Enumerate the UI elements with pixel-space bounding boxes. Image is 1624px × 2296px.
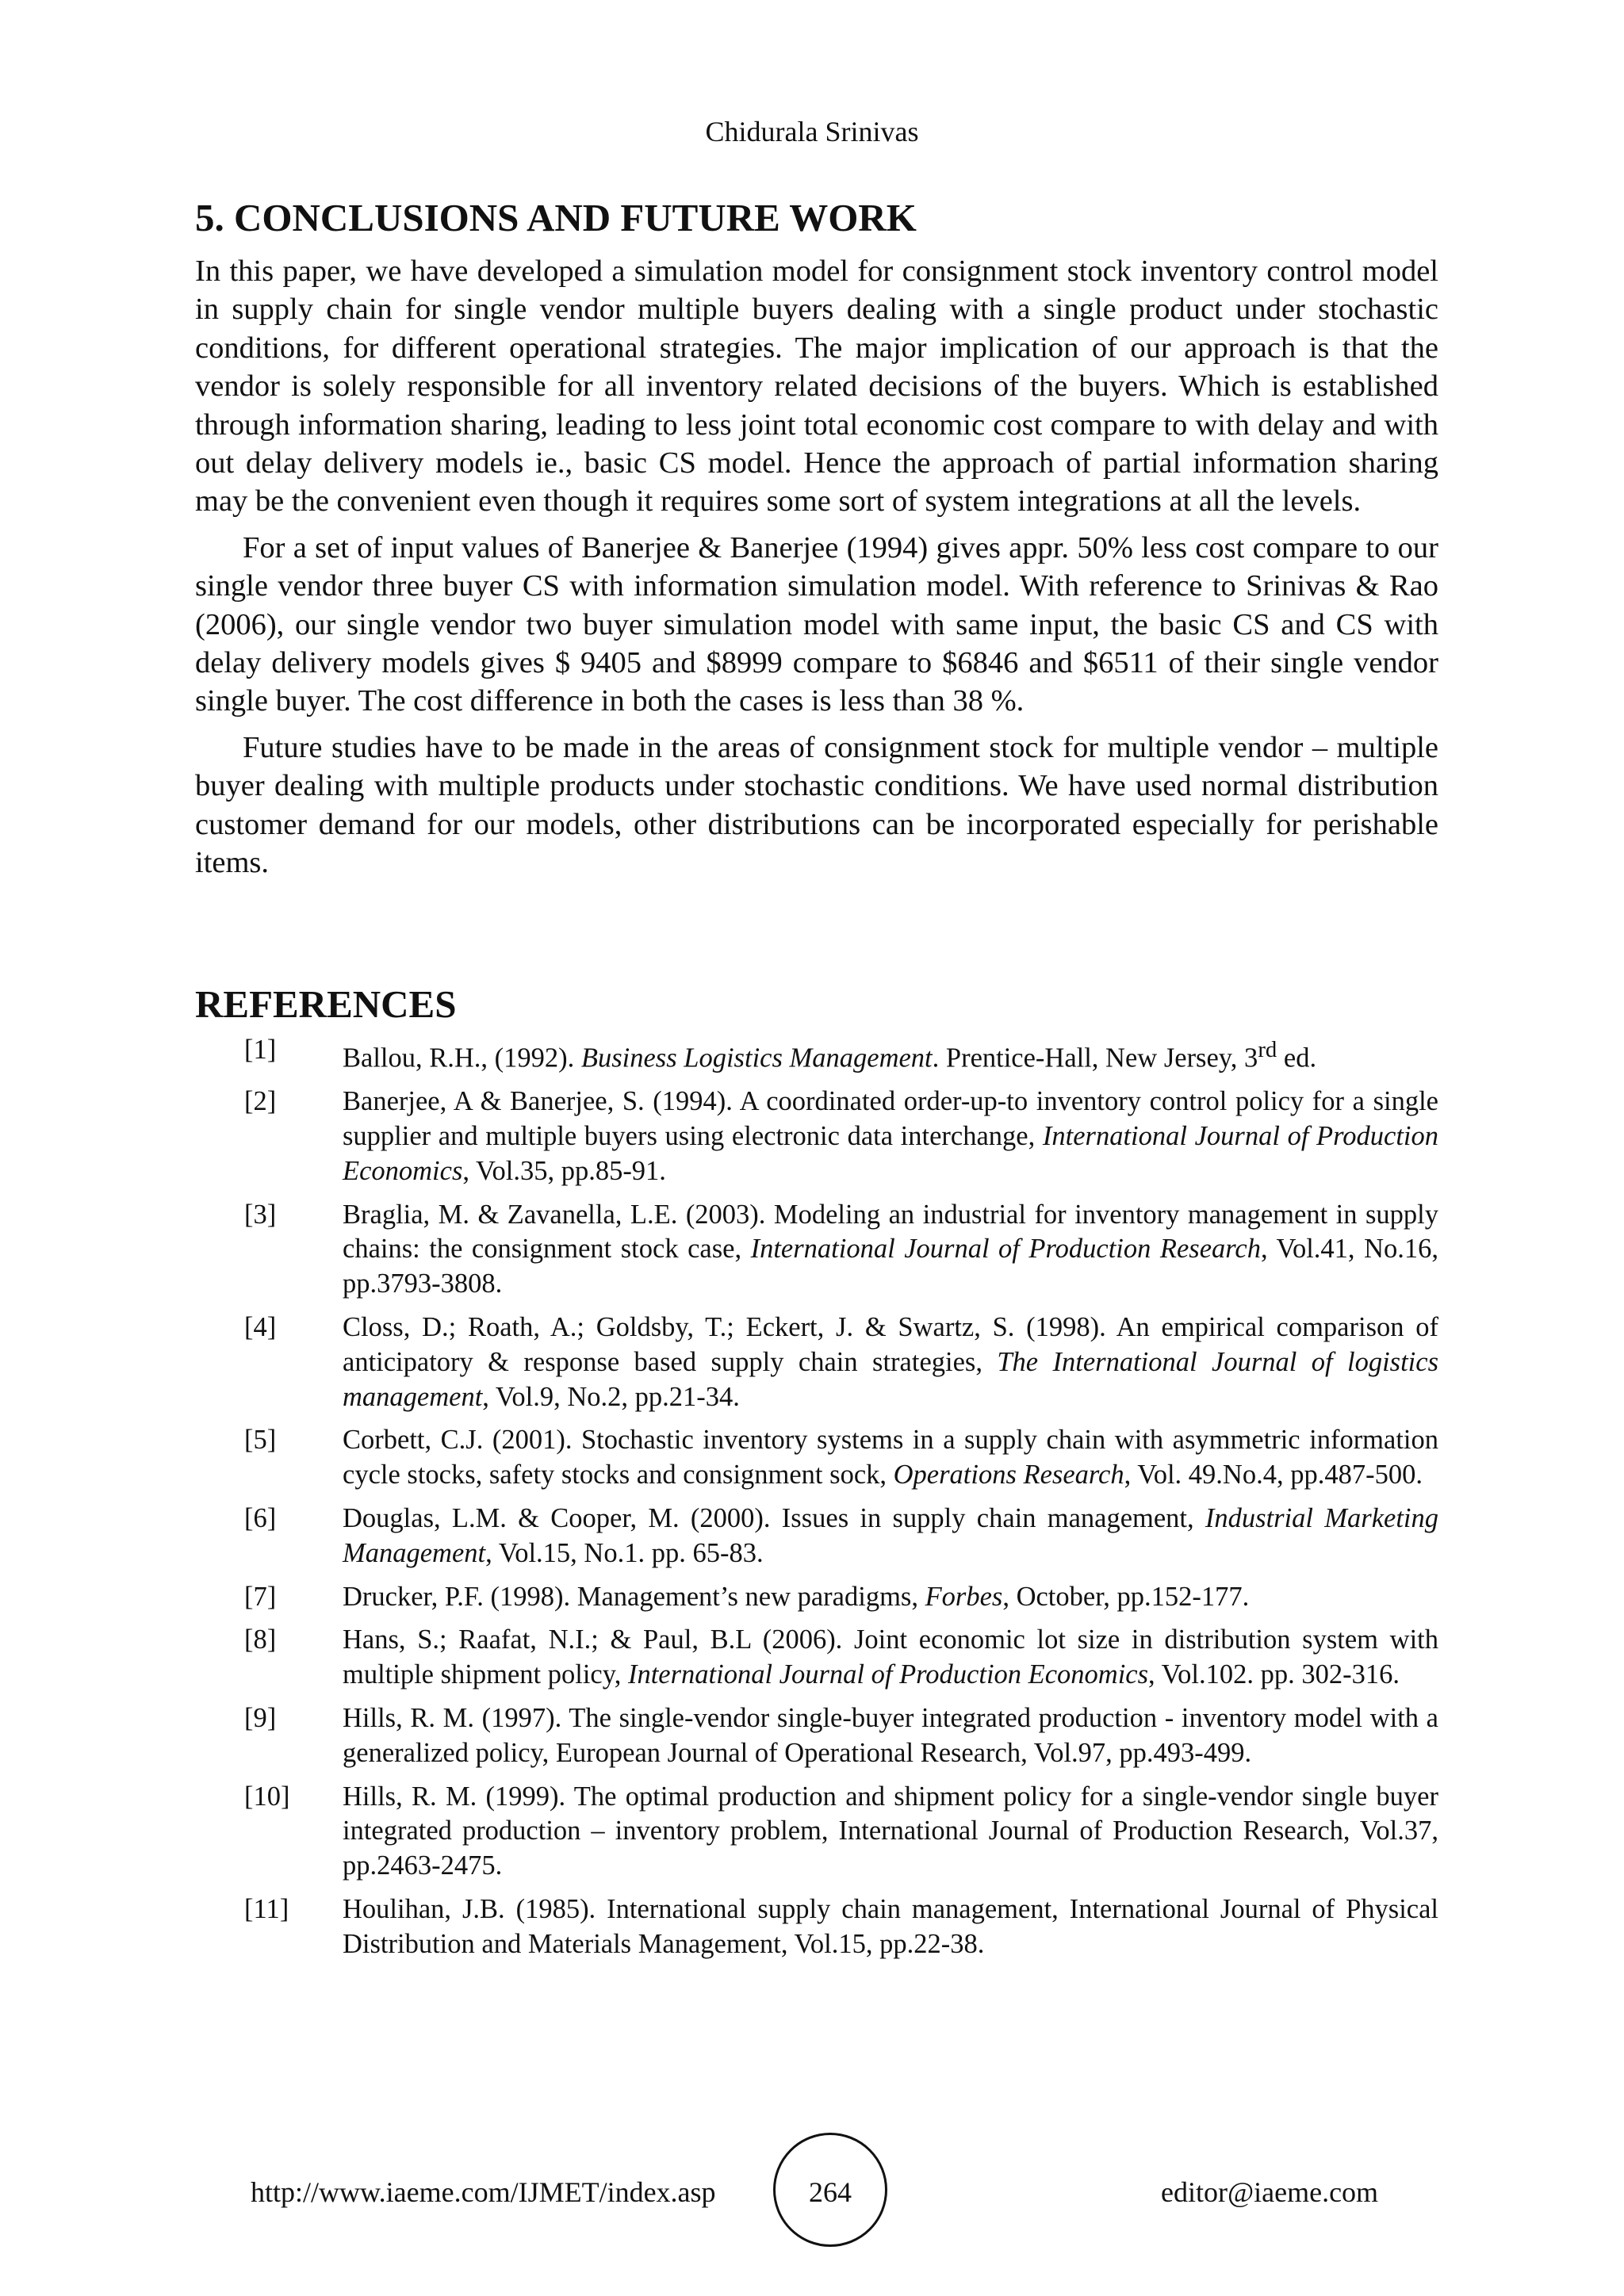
reference-text: [343, 1423, 1438, 1493]
section-title: 5. CONCLUSIONS AND FUTURE WORK: [195, 196, 917, 239]
reference-list: [244, 1033, 1438, 1971]
reference-text: Houlihan, J.B. (1985). International supply chain management, International Journal of Physical Distribution and Materials Management, Vol.15, pp.22-38.: [343, 1894, 1438, 1959]
footer-url-link[interactable]: http://www.iaeme.com/IJMET/index.asp: [251, 2176, 716, 2208]
paragraph: In this paper, we have developed a simulation model for consignment stock inventory control model in supply chain for single vendor multiple buyers dealing with a single product under stochastic conditions, for different operational strategies. The major implication of our approach is that the vendor is solely responsible for all inventory related decisions of the buyers. Which is established through information sharing, leading to less joint total economic cost compare to with delay and with out delay delivery models ie., basic CS model. Hence the approach of partial information sharing may be the convenient even though it requires some sort of system integrations at all the levels.: [195, 254, 1438, 519]
reference-item: [244, 1085, 1438, 1188]
running-head: Chidurala Srinivas: [705, 116, 919, 147]
reference-number: [11]: [244, 1894, 289, 1925]
reference-text: [343, 1198, 1438, 1302]
reference-text-part: Corbett, C.J. (2001). Stochastic inventory systems in a supply chain with asymmetric information cycle stocks, safety stocks and consignment sock,: [343, 1425, 1438, 1490]
reference-number: [5]: [244, 1425, 277, 1456]
reference-source: Industrial Marketing Management: [343, 1503, 1438, 1568]
reference-item: [244, 1033, 1438, 1076]
reference-superscript: rd: [1258, 1037, 1277, 1062]
reference-item: [244, 1423, 1438, 1493]
reference-number: [2]: [244, 1086, 277, 1117]
reference-text-part: Ballou, R.H., (1992).: [343, 1043, 581, 1073]
reference-text-part: . Prentice-Hall, New Jersey, 3: [932, 1043, 1258, 1073]
reference-text-part: Closs, D.; Roath, A.; Goldsby, T.; Eckert, J. & Swartz, S. (1998). An empirical comparison of anticipatory & response based supply chain strategies,: [343, 1312, 1438, 1377]
references-title: REFERENCES: [195, 982, 457, 1026]
reference-source: International Journal of Production Economics: [343, 1121, 1438, 1186]
reference-source: Business Logistics Management: [580, 1043, 933, 1073]
reference-text: [343, 1502, 1438, 1571]
reference-text: [343, 1311, 1438, 1414]
reference-number: [1]: [244, 1035, 277, 1065]
reference-number: [6]: [244, 1503, 277, 1534]
reference-number: [7]: [244, 1581, 277, 1612]
reference-item: [244, 1701, 1438, 1771]
reference-text-part: , Vol.15, No.1. pp. 65-83.: [485, 1537, 764, 1568]
reference-source: Forbes: [925, 1581, 1003, 1612]
reference-text-part: , Vol.41, No.16, pp.3793-3808.: [343, 1234, 1438, 1299]
reference-text: Hills, R. M. (1997). The single-vendor single-buyer integrated production - inventory model with a generalized policy, European Journal of Operational Research, Vol.97, pp.493-499.: [343, 1703, 1438, 1768]
reference-item: [244, 1502, 1438, 1571]
reference-text-part: Banerjee, A & Banerjee, S. (1994). A coordinated order-up-to inventory control policy for a single supplier and multiple buyers using electronic data interchange,: [343, 1086, 1438, 1152]
reference-item: [244, 1311, 1438, 1414]
reference-number: [8]: [244, 1624, 277, 1655]
reference-text-part: , Vol. 49.No.4, pp.487-500.: [1124, 1460, 1423, 1490]
page-number: 264: [809, 2176, 852, 2208]
reference-text-part: Hans, S.; Raafat, N.I.; & Paul, B.L (2006). Joint economic lot size in distribution system with multiple shipment policy,: [343, 1624, 1438, 1690]
reference-text-part: , October, pp.152-177.: [1002, 1581, 1250, 1612]
conclusions-body: [195, 252, 1438, 890]
reference-text-part: , Vol.102. pp. 302-316.: [1148, 1659, 1400, 1690]
reference-text-part: Drucker, P.F. (1998). Management’s new paradigms,: [343, 1581, 925, 1612]
reference-source: Operations Research: [893, 1460, 1124, 1490]
paragraph: For a set of input values of Banerjee & Banerjee (1994) gives appr. 50% less cost compare to our single vendor three buyer CS with information simulation model. With reference to Srinivas & Rao (2006), our single vendor two buyer simulation model with same input, the basic CS and CS with delay delivery models gives $ 9405 and $8999 compare to $6846 and $6511 of their single vendor single buyer. The cost difference in both the cases is less than 38 %.: [195, 530, 1438, 718]
reference-number: [3]: [244, 1199, 277, 1230]
reference-text: [343, 1623, 1438, 1693]
reference-text: [343, 1580, 1438, 1615]
paragraph: Future studies have to be made in the areas of consignment stock for multiple vendor – multiple buyer dealing with multiple products under stochastic conditions. We have used normal distribution customer demand for our models, other distributions can be incorporated especially for perishable items.: [195, 730, 1438, 880]
reference-number: [4]: [244, 1312, 277, 1343]
reference-item: [244, 1198, 1438, 1302]
reference-number: [10]: [244, 1781, 290, 1812]
reference-text-part: Braglia, M. & Zavanella, L.E. (2003). Modeling an industrial for inventory management in supply chains: the consignment stock case,: [343, 1199, 1438, 1265]
reference-text: [343, 1033, 1438, 1076]
reference-text-part: Douglas, L.M. & Cooper, M. (2000). Issues in supply chain management,: [343, 1503, 1205, 1534]
reference-item: [244, 1623, 1438, 1693]
reference-number: [9]: [244, 1703, 277, 1734]
footer-email-link[interactable]: editor@iaeme.com: [1161, 2176, 1379, 2208]
reference-text-part: , Vol.9, No.2, pp.21-34.: [482, 1381, 740, 1412]
reference-text: [343, 1085, 1438, 1188]
reference-text-part: ed.: [1277, 1043, 1317, 1073]
reference-item: [244, 1780, 1438, 1884]
reference-item: [244, 1580, 1438, 1615]
reference-text-part: , Vol.35, pp.85-91.: [462, 1155, 666, 1186]
reference-source: International Journal of Production Economics: [627, 1659, 1149, 1690]
reference-text: Hills, R. M. (1999). The optimal production and shipment policy for a single-vendor single buyer integrated production – inventory problem, International Journal of Production Research, Vol.37, pp.2463-2475.: [343, 1781, 1438, 1881]
reference-source: The International Journal of logistics management: [343, 1346, 1438, 1412]
reference-source: International Journal of Production Research: [750, 1234, 1261, 1265]
reference-item: [244, 1892, 1438, 1962]
